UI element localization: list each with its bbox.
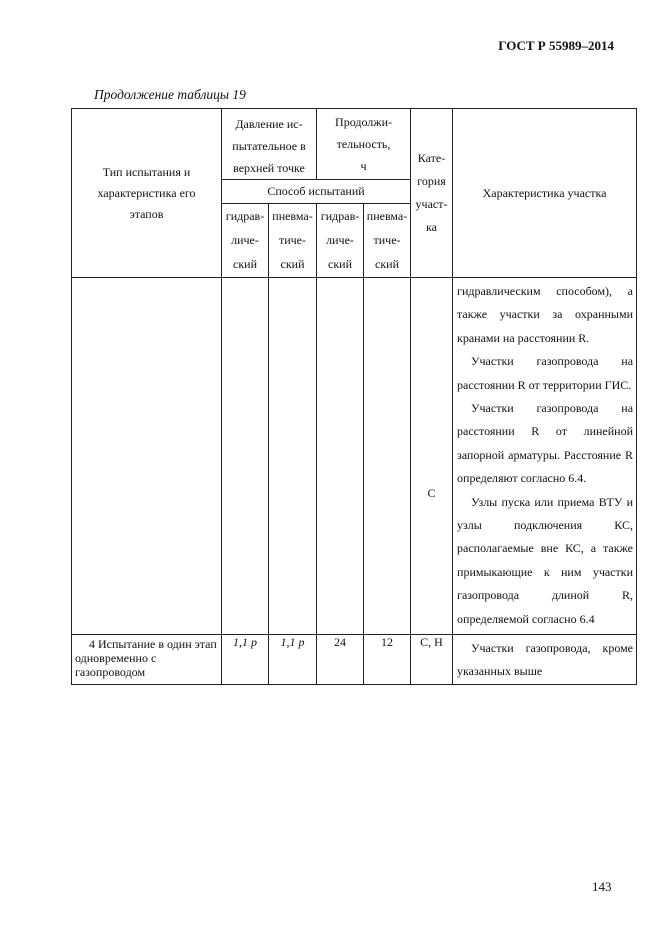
row4-d-hydro: 24 [317, 635, 364, 685]
header-sub-pneumatic-1: пневма- тиче- ский [269, 204, 317, 278]
cont-text-4: Узлы пуска или приема ВТУ и узлы подключения КС, располагаемые вне КС, а также примыкающие к ним участки газопровода длиной R, определяемой согласно 6.4 [457, 494, 634, 626]
table-row-4 [72, 635, 637, 685]
table-row-continued [72, 278, 637, 635]
row4-type: 4 Испытание в один этап одновременно с газопроводом [72, 635, 222, 685]
header-type: Тип испытания и характеристика его этапов [72, 109, 222, 278]
row4-p-pneum: 1,1 р [269, 635, 317, 685]
cont-p-hydro-cell [222, 278, 269, 635]
header-characteristic: Характеристика участка [453, 109, 637, 278]
header-sub-hydraulic-1: гидрав- личе- ский [222, 204, 269, 278]
cont-type-cell [72, 278, 222, 635]
header-pressure: Давление ис- пытательное в верхней точке [222, 109, 317, 180]
row4-category: С, Н [411, 635, 453, 685]
row4-p-hydro: 1,1 р [222, 635, 269, 685]
cont-text-1: гидравлическим способом), а также участки за охранными кранами на расстоянии R. [457, 284, 634, 345]
page-number: 143 [592, 879, 612, 894]
header-method: Способ испытаний [222, 180, 411, 204]
cont-text-3: Участки газопровода на расстоянии R от линейной запорной арматуры. Расстояние R определяют согласно 6.4. [457, 401, 634, 486]
header-sub-pneumatic-2: пневма- тиче- ский [364, 204, 411, 278]
standard-header: ГОСТ Р 55989–2014 [498, 38, 614, 53]
header-sub-hydraulic-2: гидрав- личе- ский [317, 204, 364, 278]
cont-d-pneum-cell [364, 278, 411, 635]
cont-d-hydro-cell [317, 278, 364, 635]
cont-p-pneum-cell [269, 278, 317, 635]
header-category: Кате- гория участ- ка [411, 109, 453, 278]
cont-characteristic-cell [453, 278, 637, 635]
cont-category-cell: С [411, 278, 453, 635]
row4-characteristic: Участки газопровода, кроме указанных выше [453, 635, 637, 685]
cont-text-2: Участки газопровода на расстоянии R от территории ГИС. [457, 354, 634, 392]
header-row-1 [72, 109, 637, 180]
header-duration: Продолжи- тельность, ч [317, 109, 411, 180]
table-caption: Продолжение таблицы 19 [94, 87, 246, 102]
data-table [71, 108, 637, 685]
row4-d-pneum: 12 [364, 635, 411, 685]
